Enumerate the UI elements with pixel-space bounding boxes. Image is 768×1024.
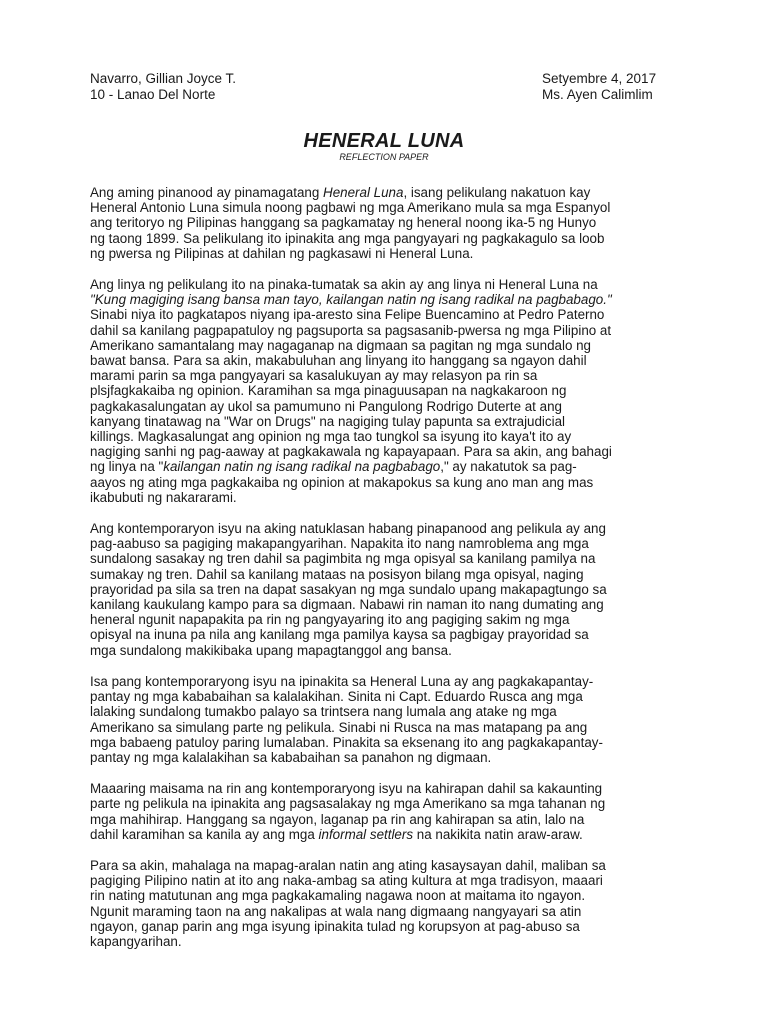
paragraph-line	[90, 612, 690, 627]
paragraph-line	[90, 720, 690, 735]
paragraph-line	[90, 353, 690, 368]
text-run: pantay ng mga kalalakihan sa kababaihan sa panahon ng digmaan.	[90, 749, 492, 765]
paragraph	[90, 277, 690, 505]
student-name: Navarro, Gillian Joyce T.	[90, 71, 237, 86]
paragraph-line	[90, 643, 690, 658]
text-run: ," ay nakatutok sa pag-	[440, 459, 577, 475]
paragraph-line	[90, 689, 690, 704]
paragraph-line	[90, 292, 690, 307]
text-run: pagiging Pilipino natin at ito ang naka-ambag sa ating kultura at mga tradisyon, maaari	[90, 873, 603, 889]
text-run: ngayon, ganap parin ang mga isyung ipinakita tulad ng korupsyon at pag-abuso sa	[90, 918, 580, 934]
essay-body	[90, 185, 690, 949]
text-run: aayos ng ating mga pagkakaiba ng opinion at makapokus sa kung ano man ang mas	[90, 474, 594, 490]
paragraph-line	[90, 277, 690, 292]
text-run: rin nating matutunan ang mga pagkakamaling nagawa noon at maitama ito ngayon.	[90, 888, 586, 904]
text-run: bawat bansa. Para sa akin, makabuluhan ang linyang ito hanggang sa ngayon dahil	[90, 353, 587, 369]
text-run: pag-aabuso sa pagiging makapangyarihan. Napakita ito nang namroblema ang mga	[90, 536, 589, 552]
paragraph-line	[90, 873, 690, 888]
italic-text: "Kung magiging isang bansa man tayo, kailangan natin ng isang radikal na pagbabago."	[90, 292, 612, 308]
text-run: sundalong sasakay ng tren dahil sa pagimbita ng mga opisyal sa kanilang pamilya na	[90, 551, 596, 567]
submission-date: Setyembre 4, 2017	[542, 71, 657, 86]
paragraph-line	[90, 567, 690, 582]
text-run: pantay ng mga kababaihan sa kalalakihan. Sinita ni Capt. Eduardo Rusca ang mga	[90, 689, 583, 705]
paragraph-line	[90, 459, 690, 474]
paragraph-line	[90, 323, 690, 338]
text-run: mga sundalong makikibaka upang mapagtanggol ang bansa.	[90, 642, 452, 658]
paragraph-line	[90, 919, 690, 934]
text-run: Amerikano samantalang may nagaganap na digmaan sa pagitan ng mga sundalo ng	[90, 337, 592, 353]
text-run: Ang aming pinanood ay pinamagatang	[90, 185, 324, 200]
text-run: ng linya na "	[90, 459, 164, 475]
italic-text: kailangan natin ng isang radikal na pagbabago	[163, 459, 441, 475]
text-run: killings. Magkasalungat ang opinion ng mga tao tungkol sa isyung ito kaya't ito ay	[90, 429, 572, 445]
paragraph-line	[90, 858, 690, 873]
text-run: pagkakasalungatan ay ukol sa pamumuno ni Pangulong Rodrigo Duterte at ang	[90, 398, 562, 414]
text-run: Sinabi niya ito pagkatapos niyang ipa-aresto sina Felipe Buencamino at Pedro Paterno	[90, 307, 605, 323]
paragraph-line	[90, 781, 690, 796]
page-subtitle: REFLECTION PAPER	[339, 152, 429, 162]
paragraph-line	[90, 812, 690, 827]
paragraph-line	[90, 735, 690, 750]
text-run: ang teritoryo ng Pilipinas hanggang sa pagkamatay ng heneral noong ika-5 ng Hunyo	[90, 215, 597, 231]
text-run: dahil karamihan sa kanila ay ang mga	[90, 826, 319, 842]
paragraph-line	[90, 582, 690, 597]
text-run: prayoridad pa sila sa tren na dapat sasakyan ng mga sundalo upang makapagtungo sa	[90, 581, 607, 597]
paragraph-line	[90, 704, 690, 719]
text-run: , isang pelikulang nakatuon kay	[403, 185, 591, 200]
teacher-name: Ms. Ayen Calimlim	[542, 87, 653, 102]
text-run: parte ng pelikula na ipinakita ang pagsasalakay ng mga Amerikano sa mga tahanan ng	[90, 796, 606, 812]
text-run: lalaking sundalong tumakbo palayo sa trintsera nang lumala ang atake ng mga	[90, 704, 557, 720]
paragraph-line	[90, 307, 690, 322]
text-run: nagiging sanhi ng pag-aaway at pagkakawala ng kapayapaan. Para sa akin, ang bahagi	[90, 444, 612, 460]
italic-text: Heneral Luna	[323, 185, 404, 200]
paragraph-line	[90, 796, 690, 811]
text-run: kapangyarihan.	[90, 933, 182, 949]
paragraph-line	[90, 338, 690, 353]
paragraph-line	[90, 185, 690, 200]
title-block	[0, 130, 768, 163]
paragraph-line	[90, 399, 690, 414]
paragraph-line	[90, 200, 690, 215]
student-section: 10 - Lanao Del Norte	[90, 87, 216, 102]
text-run: Amerikano sa simulang parte ng pelikula. Sinabi ni Rusca na mas matapang pa ang	[90, 719, 588, 735]
paragraph-line	[90, 414, 690, 429]
paragraph-line	[90, 215, 690, 230]
text-run: Isa pang kontemporaryong isyu na ipinakita sa Heneral Luna ay ang pagkakapantay-	[90, 673, 594, 689]
paragraph-line	[90, 827, 690, 842]
paragraph-line	[90, 521, 690, 536]
text-run: mga mahihirap. Hanggang sa ngayon, laganap pa rin ang kahirapan sa atin, lalo na	[90, 811, 585, 827]
text-run: ng pwersa ng Pilipinas at dahilan ng pagkasawi ni Heneral Luna.	[90, 245, 474, 261]
text-run: Ang linya ng pelikulang ito na pinaka-tumatak sa akin ay ang linya ni Heneral Luna na	[90, 277, 598, 293]
text-run: mga babaeng patuloy paring lumalaban. Pinakita sa eksenang ito ang pagkakapantay-	[90, 734, 603, 750]
text-run: ng taong 1899. Sa pelikulang ito ipinakita ang mga pangyayari ng pagkakagulo sa loob	[90, 230, 605, 246]
text-run: Ang kontemporaryon isyu na aking natuklasan habang pinapanood ang pelikula ay ang	[90, 521, 606, 537]
text-run: kanyang tinatawag na "War on Drugs" na nagiging tulay papunta sa extrajudicial	[90, 413, 566, 429]
text-run: marami parin sa mga pangyayari sa kasalukuyan ay may relasyon pa rin sa	[90, 368, 538, 384]
paragraph-line	[90, 490, 690, 505]
paragraph	[90, 185, 690, 261]
text-run: Maaaring maisama na rin ang kontemporaryong isyu na kahirapan dahil sa kakaunting	[90, 781, 603, 797]
paragraph-line	[90, 627, 690, 642]
text-run: Para sa akin, mahalaga na mapag-aralan natin ang ating kasaysayan dahil, maliban sa	[90, 857, 606, 873]
submission-info	[542, 71, 656, 103]
paragraph	[90, 781, 690, 842]
paragraph	[90, 674, 690, 765]
paragraph-line	[90, 888, 690, 903]
paragraph-line	[90, 536, 690, 551]
text-run: Ngunit maraming taon na ang nakalipas at wala nang digmaang nangyayari sa atin	[90, 903, 582, 919]
paragraph-line	[90, 904, 690, 919]
text-run: Heneral Antonio Luna simula noong pagbawi ng mga Amerikano mula sa mga Espanyol	[90, 200, 611, 216]
text-run: kanilang kaukulang kampo para sa digmaan. Nabawi rin naman ito nang dumating ang	[90, 597, 604, 613]
paragraph	[90, 521, 690, 658]
paragraph-line	[90, 475, 690, 490]
italic-text: informal settlers	[318, 826, 414, 842]
paragraph-line	[90, 597, 690, 612]
paragraph-line	[90, 674, 690, 689]
paragraph-line	[90, 246, 690, 261]
paragraph-line	[90, 368, 690, 383]
paragraph	[90, 858, 690, 949]
text-run: heneral ngunit napapakita pa rin ng pangyayaring ito ang pagiging sakim ng mga	[90, 612, 570, 628]
page-title: HENERAL LUNA	[303, 130, 465, 152]
paragraph-line	[90, 444, 690, 459]
paragraph-line	[90, 429, 690, 444]
text-run: na nakikita natin araw-araw.	[413, 826, 583, 842]
paragraph-line	[90, 231, 690, 246]
paragraph-line	[90, 383, 690, 398]
text-run: sumakay ng tren. Dahil sa kanilang mataas na posisyon bilang mga opisyal, naging	[90, 566, 584, 582]
student-info	[90, 71, 236, 103]
text-run: ikabubuti ng nakararami.	[90, 489, 237, 505]
paragraph-line	[90, 551, 690, 566]
paragraph-line	[90, 750, 690, 765]
paragraph-line	[90, 934, 690, 949]
text-run: dahil sa kanilang pagpapatuloy ng pagsuporta sa pagsasanib-pwersa ng mga Pilipino at	[90, 322, 612, 338]
text-run: opisyal na inuna pa nila ang kanilang mga pamilya kaysa sa pagbigay prayoridad sa	[90, 627, 589, 643]
text-run: plsjfagkakaiba ng opinion. Karamihan sa mga pinaguusapan na nagkakaroon ng	[90, 383, 567, 399]
